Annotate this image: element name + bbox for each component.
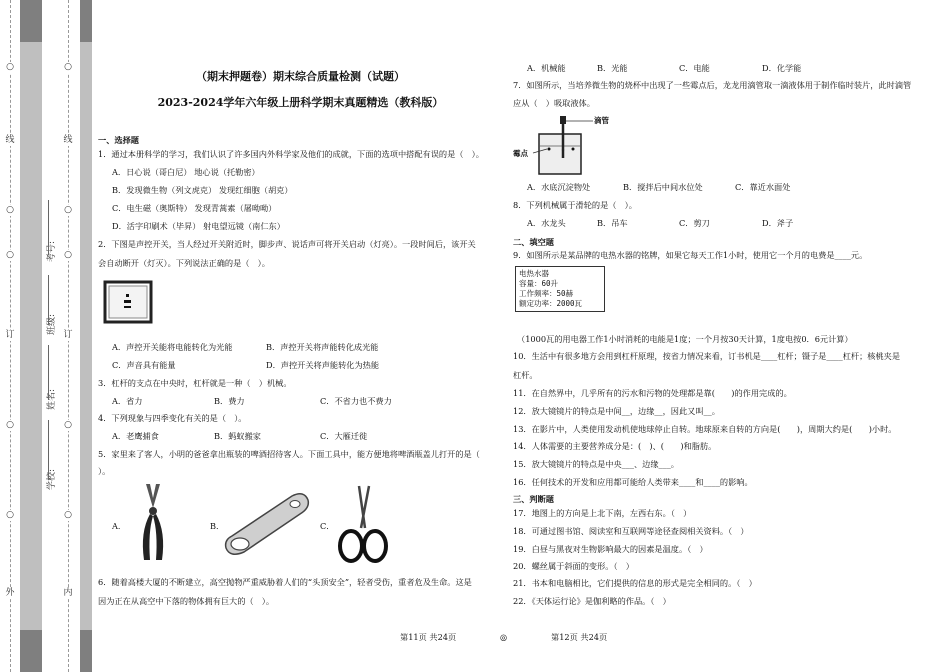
- question-9: 9．如图所示是某品牌的电热水器的铭牌，如果它每天工作1小时，使用它一个月的电费是____元。: [513, 250, 868, 260]
- question-20: 20．螺丝属于斜面的变形。（ ）: [513, 561, 634, 571]
- question-16: 16．任何技术的开发和应用都可能给人类带来____和____的影响。: [513, 477, 753, 487]
- question-5: 5．家里来了客人，小明的爸爸拿出瓶装的啤酒招待客人。下面工具中，能方便地将啤酒瓶盖儿打开的是（: [98, 449, 480, 459]
- q9-note: （1000瓦的用电器工作1小时消耗的电能是1度；一个月按30天计算，1度电按0．6元计算）: [517, 334, 853, 344]
- q3-option-a: A．省力: [112, 396, 143, 406]
- q2-option-b: B．声控开关将声能转化成光能: [266, 342, 379, 352]
- bottle-opener-image: [222, 488, 312, 558]
- q6-option-d: D．化学能: [762, 63, 802, 73]
- question-3: 3．杠杆的支点在中央时，杠杆就是一种（ ）机械。: [98, 378, 292, 388]
- question-1: 1．通过本册科学的学习，我们认识了许多国内外科学家及他们的成就，下面的选项中搭配有误的是（ ）。: [98, 149, 484, 159]
- question-5-end: ）。: [98, 466, 111, 476]
- q7-option-b: B．搅拌后中间水位处: [623, 182, 703, 192]
- q4-option-b: B．蚂蚁搬家: [214, 431, 261, 441]
- exam-number-field-line[interactable]: [48, 200, 49, 255]
- mark-circle: ○: [4, 510, 16, 521]
- class-field-line[interactable]: [48, 275, 49, 325]
- gutter-strip-inner: [80, 0, 92, 672]
- exam-number-field-label: 考号:: [47, 240, 57, 262]
- heater-nameplate: [515, 266, 605, 312]
- question-2-line1: 2．下图是声控开关，当人经过开关附近时，脚步声、说话声可将开关启动（灯亮）。一段时间后，该开关: [98, 239, 476, 249]
- page-number-left: 第11页 共24页: [400, 632, 457, 642]
- section-heading-fill: 二、填空题: [513, 237, 554, 247]
- mark-circle: ○: [4, 420, 16, 431]
- question-11: 11．在自然界中，几乎所有的污水和污物的处理都是靠( )的作用完成的。: [513, 388, 792, 398]
- q7-option-c: C．靠近水面处: [735, 182, 791, 192]
- q8-option-c: C．剪刀: [679, 218, 710, 228]
- mark-bind: 订: [5, 330, 15, 340]
- question-22: 22．《天体运行论》是伽利略的作品。（ ）: [513, 596, 671, 606]
- question-10-line1: 10．生活中有很多地方会用到杠杆原理，按省力情况来看，订书机是____杠杆；镊子是____杠杆；核桃夹是: [513, 351, 901, 361]
- q1-option-b: B．发现微生物（列文虎克） 发现红细胞（胡克）: [112, 185, 293, 195]
- left-page: [98, 0, 503, 672]
- question-12: 12．放大镜镜片的特点是中间__，边缘__，因此又叫__。: [513, 406, 720, 416]
- mark-circle: ○: [62, 62, 74, 73]
- q6-option-c: C．电能: [679, 63, 710, 73]
- mark-circle: ○: [62, 250, 74, 261]
- question-15: 15．放大镜镜片的特点是中央___、边缘___。: [513, 459, 679, 469]
- mark-circle: ○: [4, 205, 16, 216]
- q6-option-a: A．机械能: [527, 63, 566, 73]
- section-heading-choice: 一、选择题: [98, 135, 139, 145]
- strip-cap-top: [80, 0, 92, 42]
- q4-option-a: A．老鹰捕食: [112, 431, 159, 441]
- q8-option-d: D．斧子: [762, 218, 794, 228]
- mark-outer: 外: [5, 588, 15, 598]
- question-4: 4．下列现象与四季变化有关的是（ ）。: [98, 413, 247, 423]
- question-17: 17．地图上的方向是上北下南，左西右东。（ ）: [513, 508, 692, 518]
- question-7-line1: 7．如图所示，当培养微生物的烧杯中出现了一些霉点后，龙龙用滴管取一滴液体用于制作临时装片，此时滴管: [513, 80, 912, 90]
- question-6-line1: 6．随着高楼大厦的不断建立，高空抛物严重威胁着人们的“头顶安全”，轻者受伤，重者危及生命。这是: [98, 577, 472, 587]
- q5-option-c: C．: [320, 521, 335, 531]
- pliers-image: [128, 482, 178, 562]
- beaker-dropper-image: [513, 116, 623, 178]
- question-14: 14．人体需要的主要营养成分是：( )、( )和脂肪。: [513, 441, 717, 451]
- q2-option-c: C．声音具有能量: [112, 360, 176, 370]
- school-field-line[interactable]: [48, 420, 49, 480]
- q3-option-c: C．不省力也不费力: [320, 396, 392, 406]
- mark-line: 线: [5, 135, 15, 145]
- right-page: [513, 0, 923, 672]
- question-18: 18．可通过图书馆、阅读室和互联网等途径查阅相关资料。（ ）: [513, 526, 749, 536]
- question-6-line2: 因为正在从高空中下落的物体拥有巨大的（ ）。: [98, 596, 275, 606]
- question-8: 8．下列机械属于滑轮的是（ ）。: [513, 200, 637, 210]
- mark-circle: ○: [62, 510, 74, 521]
- name-field-label: 姓名:: [47, 388, 57, 410]
- mark-line: 线: [63, 135, 73, 145]
- q1-option-a: A．日心说（哥白尼） 地心说（托勒密）: [112, 167, 260, 177]
- q2-option-d: D．声控开关将声能转化为热能: [266, 360, 380, 370]
- q6-option-b: B．光能: [597, 63, 628, 73]
- mark-circle: ○: [4, 250, 16, 261]
- strip-cap-bottom: [80, 630, 92, 672]
- page-number-right: 第12页 共24页: [551, 632, 608, 642]
- nameplate-line: 容量：60升: [519, 279, 559, 288]
- q4-option-c: C．大雁迁徙: [320, 431, 368, 441]
- exam-subtitle: 2023-2024学年六年级上册科学期末真题精选（教科版）: [157, 96, 444, 109]
- school-field-label: 学校:: [47, 468, 57, 490]
- q1-option-d: D．活字印刷术（毕昇） 射电望远镜（南仁东）: [112, 221, 285, 231]
- mark-inner: 内: [63, 588, 73, 598]
- q8-option-a: A．水龙头: [527, 218, 566, 228]
- name-field-line[interactable]: [48, 345, 49, 400]
- section-heading-judge: 三、判断题: [513, 494, 554, 504]
- mark-circle: ○: [4, 62, 16, 73]
- question-7-line2: 应从（ ）吸取液体。: [513, 98, 595, 108]
- question-10-line2: 杠杆。: [513, 370, 538, 380]
- nameplate-line: 工作频率：50赫: [519, 289, 574, 298]
- strip-cap-bottom: [20, 630, 42, 672]
- question-2-line2: 会自动断开（灯灭）。下列说法正确的是（ ）。: [98, 258, 270, 268]
- mark-circle: ○: [62, 205, 74, 216]
- nameplate-line: 电热水器: [519, 269, 549, 278]
- voice-switch-image: [103, 280, 153, 324]
- q3-option-b: B．费力: [214, 396, 245, 406]
- q8-option-b: B．吊车: [597, 218, 628, 228]
- nameplate-line: 额定功率：2000瓦: [519, 299, 583, 308]
- class-field-label: 班级:: [47, 313, 57, 335]
- question-21: 21．书本和电脑相比，它们提供的信息的形式是完全相同的。（ ）: [513, 578, 757, 588]
- q1-option-c: C．电生磁（奥斯特） 发现青蒿素（屠呦呦）: [112, 203, 277, 213]
- q2-option-a: A．声控开关能将电能转化为光能: [112, 342, 233, 352]
- mark-circle: ○: [62, 420, 74, 431]
- q5-option-a: A．: [112, 521, 127, 531]
- dropper-label: 滴管: [594, 116, 609, 125]
- q7-option-a: A．水底沉淀物处: [527, 182, 591, 192]
- question-13: 13．在影片中，人类使用发动机使地球停止自转。地球原来自转的方向是( )，周期大约是( )小时。: [513, 424, 897, 434]
- question-19: 19．白昼与黑夜对生物影响最大的因素是温度。（ ）: [513, 544, 708, 554]
- binding-gutter: [0, 0, 95, 672]
- strip-cap-top: [20, 0, 42, 42]
- center-mark: ◎: [500, 632, 508, 642]
- mold-spot-label: 霉点: [513, 149, 528, 158]
- gutter-strip-outer: [20, 0, 42, 672]
- mark-bind: 订: [63, 330, 73, 340]
- q5-option-b: B．: [210, 521, 225, 531]
- scissors-image: [333, 484, 393, 564]
- exam-title: （期末押题卷）期末综合质量检测（试题）: [196, 70, 405, 83]
